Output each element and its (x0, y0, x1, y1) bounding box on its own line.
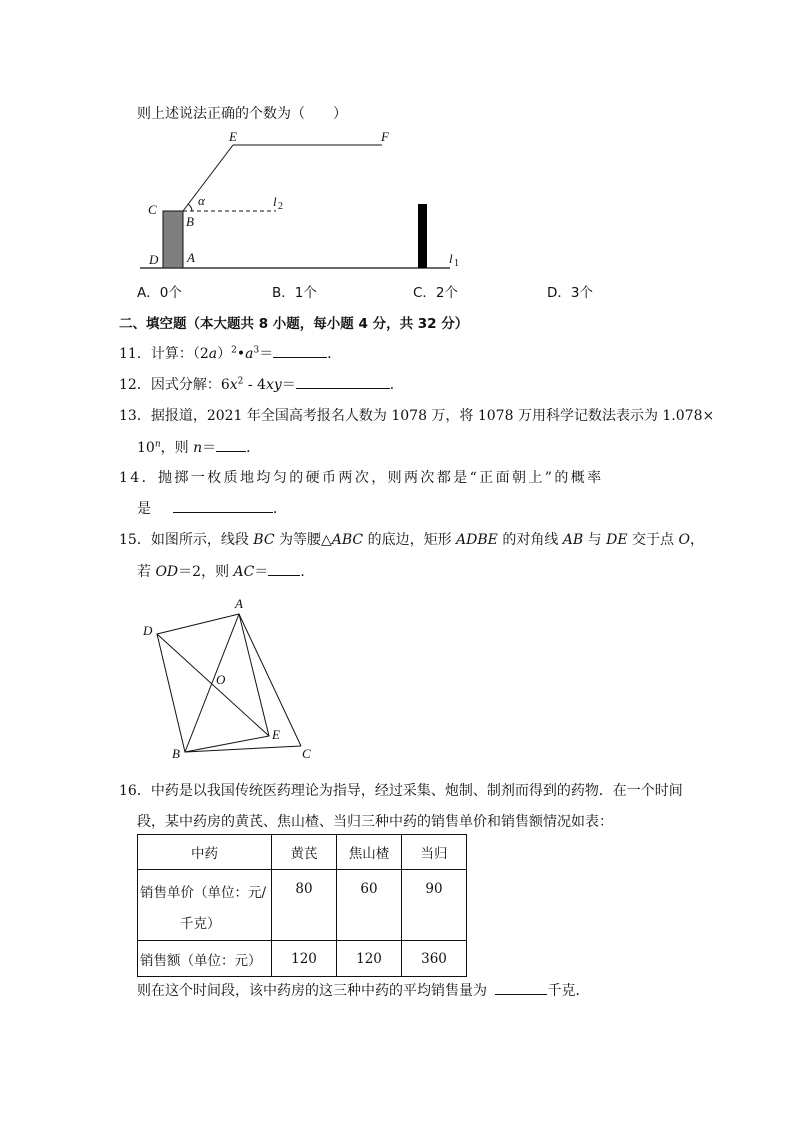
q12-answer-blank[interactable] (296, 374, 390, 389)
label-F: F (381, 129, 389, 144)
q14-answer-blank[interactable] (173, 498, 273, 513)
label-l2: l (273, 194, 277, 209)
building (418, 204, 427, 268)
table-cell: 80 (272, 870, 337, 941)
table-header-cell: 焦山楂 (337, 835, 402, 870)
table-cell: 120 (272, 941, 337, 977)
q15-line1: 15．如图所示，线段 BC 为等腰△ABC 的底边，矩形 ADBE 的对角线 AB 与 DE 交于点 O， (119, 532, 704, 548)
label-A: A (187, 250, 195, 265)
label-D: D (149, 252, 159, 267)
table-row-label: 销售单价（单位：元/ 千克） (138, 870, 272, 941)
option-c[interactable]: C．2个 (413, 285, 459, 301)
fig-label-A: A (235, 596, 243, 611)
fig-label-E: E (272, 727, 280, 742)
table-cell: 60 (337, 870, 402, 941)
q16-line2: 段，某中药房的黄芪、焦山楂、当归三种中药的销售单价和销售额情况如表： (137, 814, 613, 830)
pole-cb (163, 211, 183, 268)
diagonal-de (157, 634, 269, 736)
fig-label-B: B (172, 746, 180, 761)
q15-figure (135, 592, 325, 767)
q10-stem: 则上述说法正确的个数为（ ） (137, 106, 347, 122)
q10-figure (130, 125, 480, 280)
option-a[interactable]: A．0个 (137, 285, 182, 301)
table-header-cell: 黄芪 (272, 835, 337, 870)
q11: 11．计算：$(2a)^2•a^3=$ ． (119, 343, 341, 363)
option-b[interactable]: B．1个 (272, 285, 317, 301)
table-header-cell: 中药 (138, 835, 272, 870)
q11-answer-blank[interactable] (273, 343, 327, 358)
q14-line2: 是 ． (137, 498, 287, 518)
q14-line1: 14．抛掷一枚质地均匀的硬币两次，则两次都是“正面朝上”的概率 (119, 470, 604, 486)
segment-be (183, 145, 233, 211)
rectangle-adbe (157, 614, 269, 752)
fig-label-O: O (216, 672, 226, 687)
option-d[interactable]: D．3个 (547, 285, 593, 301)
q16-line1: 16．中药是以我国传统医药理论为指导，经过采集、炮制、制剂而得到的药物．在一个时间 (119, 783, 683, 799)
q16-table (137, 834, 467, 977)
q16-answer-blank[interactable] (495, 980, 547, 995)
label-E: E (229, 129, 237, 144)
table-cell: 120 (337, 941, 402, 977)
segment-ac (239, 614, 301, 746)
q16-tail: 则在这个时间段，该中药房的这三种中药的平均销售量为 千克． (137, 980, 589, 1000)
label-l1-sub: 1 (454, 258, 459, 269)
angle-alpha-arc (188, 204, 192, 211)
table-cell: 90 (402, 870, 467, 941)
label-B: B (186, 214, 194, 229)
q13-line2: 10$^n$，则 n＝ ． (137, 437, 260, 457)
label-l1: l (449, 251, 453, 266)
q13-line1: 13．据报道，2021 年全国高考报名人数为 1078 万，将 1078 万用科学记数法表示为 1.078× (119, 408, 715, 424)
q13-answer-blank[interactable] (216, 437, 246, 452)
table-row-label: 销售额（单位：元） (138, 941, 272, 977)
table-header-cell: 当归 (402, 835, 467, 870)
table-cell: 360 (402, 941, 467, 977)
label-C: C (148, 202, 157, 217)
q15-answer-blank[interactable] (268, 561, 300, 576)
section-title: 二、填空题（本大题共 8 小题，每小题 4 分，共 32 分） (119, 316, 469, 332)
q15-line2: 若 OD＝2，则 AC＝ ． (137, 561, 314, 581)
fig-label-C: C (302, 746, 311, 761)
label-alpha: α (198, 193, 205, 208)
label-l2-sub: 2 (278, 201, 283, 212)
diagonal-ab (185, 614, 239, 752)
q12: 12．因式分解：$6x^2 - 4xy=$ ． (119, 374, 404, 394)
fig-label-D: D (143, 623, 153, 638)
